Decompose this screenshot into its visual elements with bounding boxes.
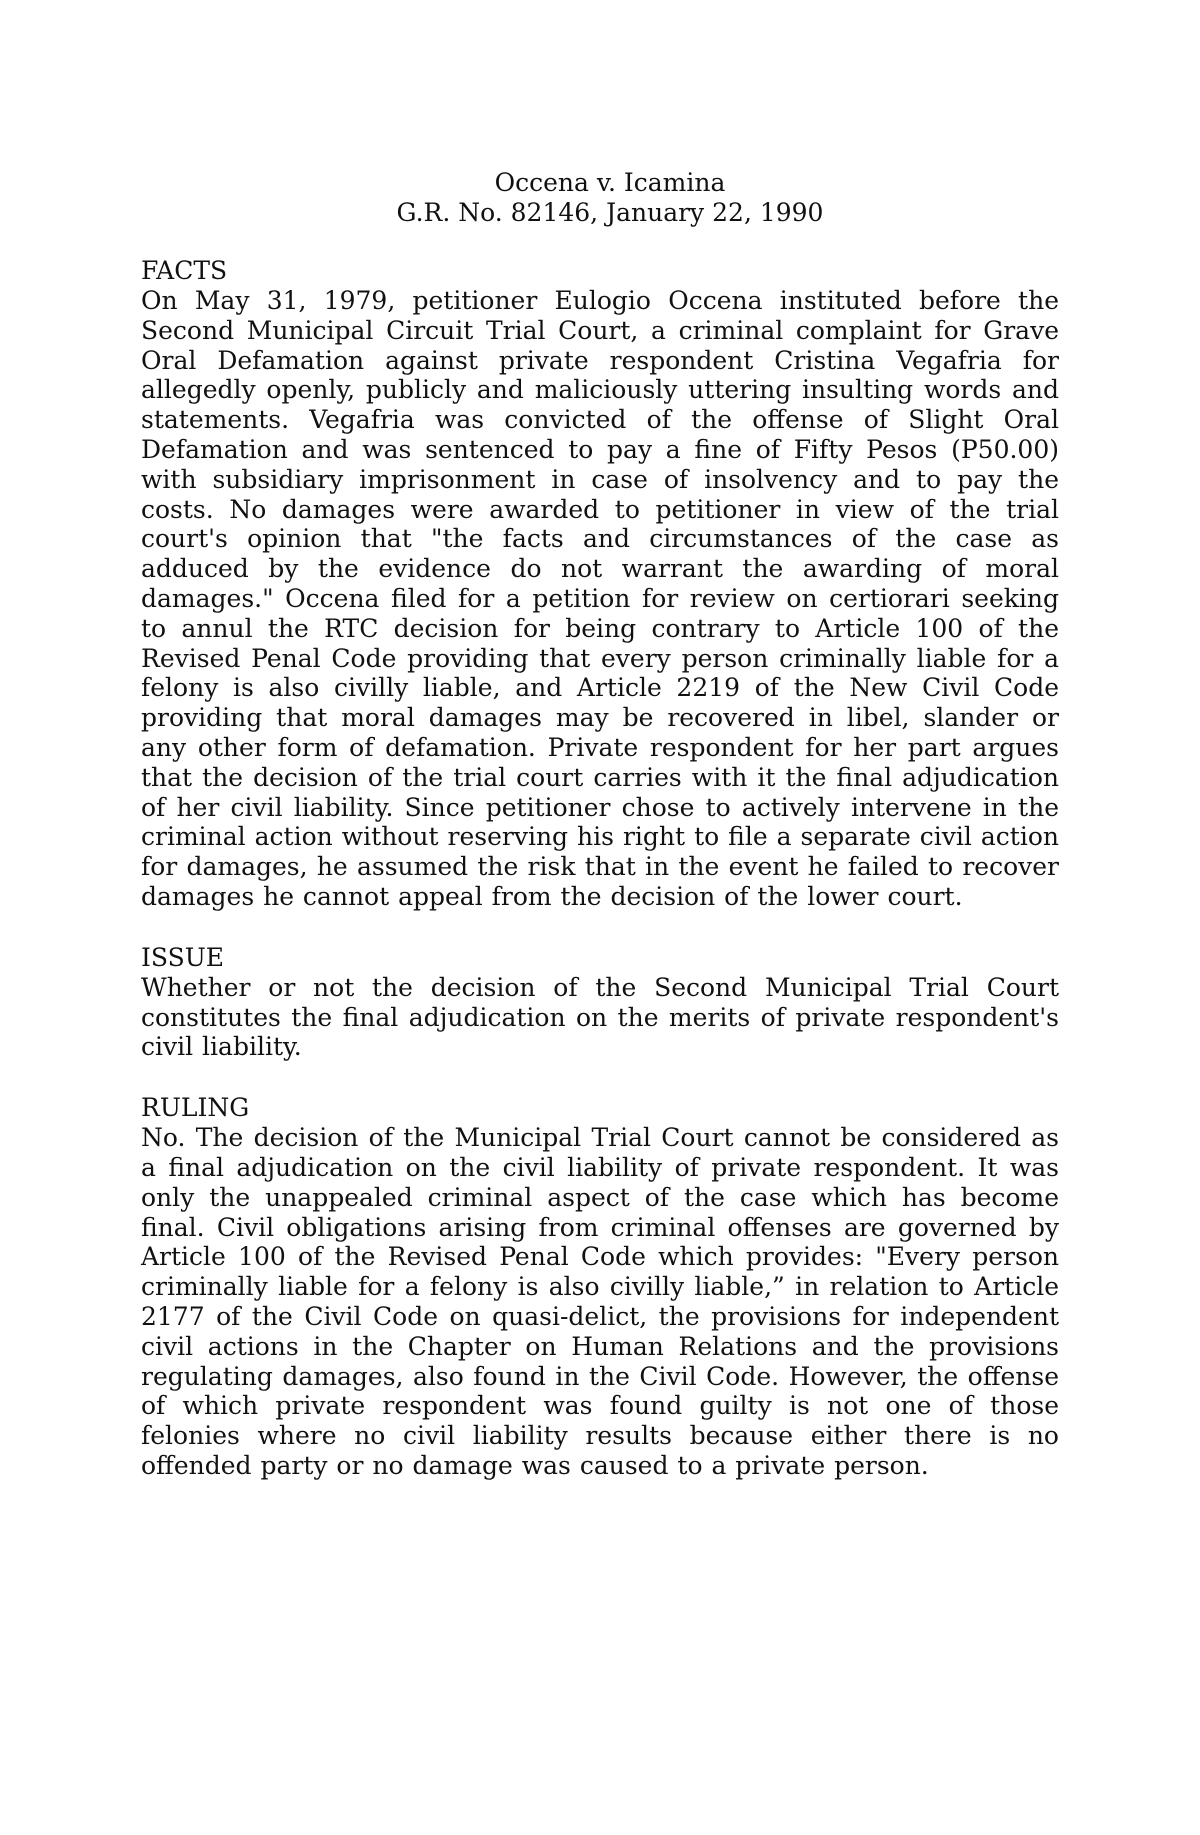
issue-heading: ISSUE — [141, 942, 225, 972]
case-header — [161, 168, 1059, 228]
document-page — [141, 168, 1059, 1481]
case-title: Occena v. Icamina — [494, 168, 726, 197]
case-citation: G.R. No. 82146, January 22, 1990 — [396, 198, 824, 227]
ruling-section — [141, 1093, 1059, 1481]
facts-body: On May 31, 1979, petitioner Eulogio Occena instituted before the Second Municipal Circuit Trial Court, a criminal complaint for Grave Oral Defamation against private respondent Cristina Vegafria for allegedly openly, publicly and maliciously uttering insulting words and statements. Vegafria was convicted of the offense of Slight Oral Defamation and was sentenced to pay a fine of Fifty Pesos (P50.00) with subsidiary imprisonment in case of insolvency and to pay the costs. No damages were awarded to petitioner in view of the trial court's opinion that "the facts and circumstances of the case as adduced by the evidence do not warrant the awarding of moral damages." Occena filed for a petition for review on certiorari seeking to annul the RTC decision for being contrary to Article 100 of the Revised Penal Code providing that every person criminally liable for a felony is also civilly liable, and Article 2219 of the New Civil Code providing that moral damages may be recovered in libel, slander or any other form of defamation. Private respondent for her part argues that the decision of the trial court carries with it the final adjudication of her civil liability. Since petitioner chose to actively intervene in the criminal action without reserving his right to file a separate civil action for damages, he assumed the risk that in the event he failed to recover damages he cannot appeal from the decision of the lower court. — [141, 286, 1059, 911]
facts-section — [141, 256, 1059, 912]
issue-section — [141, 943, 1059, 1062]
ruling-heading: RULING — [141, 1093, 250, 1123]
facts-heading: FACTS — [141, 256, 228, 285]
issue-body: Whether or not the decision of the Second Municipal Trial Court constitutes the final adjudication on the merits of private respondent's civil liability. — [141, 972, 1059, 1062]
ruling-body: No. The decision of the Municipal Trial Court cannot be considered as a final adjudication on the civil liability of private respondent. It was only the unappealed criminal aspect of the case which has become final. Civil obligations arising from criminal offenses are governed by Article 100 of the Revised Penal Code which provides: "Every person criminally liable for a felony is also civilly liable,” in relation to Article 2177 of the Civil Code on quasi-delict, the provisions for independent civil actions in the Chapter on Human Relations and the provisions regulating damages, also found in the Civil Code. However, the offense of which private respondent was found guilty is not one of those felonies where no civil liability results because either there is no offended party or no damage was caused to a private person. — [141, 1123, 1059, 1480]
